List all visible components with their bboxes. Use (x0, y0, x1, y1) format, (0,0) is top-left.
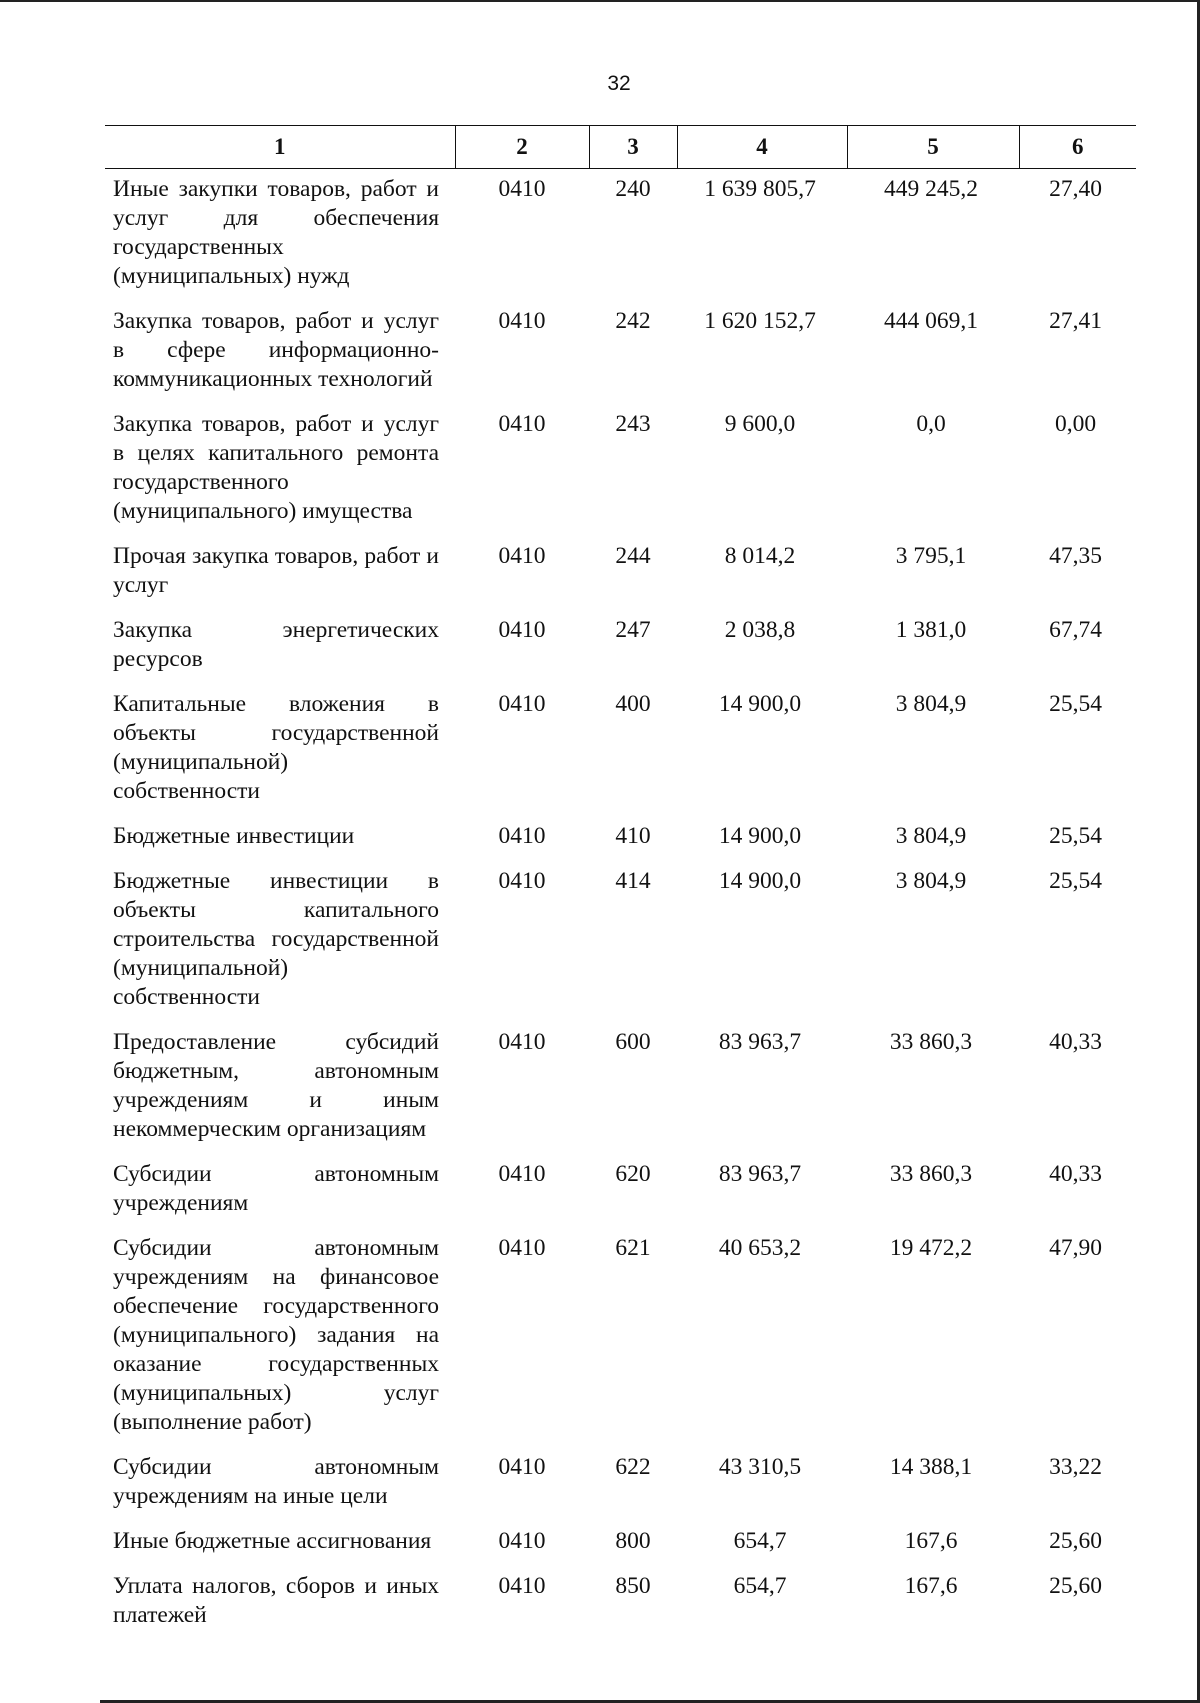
row-percent-cell: 40,33 (1049, 1029, 1102, 1055)
row-code-cell: 247 (615, 617, 651, 643)
table-row (105, 404, 1136, 536)
row-code-cell: 410 (615, 823, 651, 849)
row-actual-cell: 3 804,9 (895, 823, 967, 849)
row-name-cell: Уплата налогов, сборов и иных платежей (113, 1573, 439, 1628)
row-section-cell: 0410 (498, 1528, 546, 1554)
row-plan-cell: 2 038,8 (724, 617, 796, 643)
page-number: 32 (607, 72, 631, 95)
column-header-6: 6 (1019, 126, 1136, 169)
row-plan-cell: 9 600,0 (724, 411, 796, 437)
table-row (105, 861, 1136, 1022)
row-plan-cell: 83 963,7 (718, 1029, 802, 1055)
row-section-cell: 0410 (498, 308, 546, 334)
row-plan-cell: 8 014,2 (724, 543, 796, 569)
row-percent-cell: 25,60 (1049, 1528, 1102, 1554)
row-actual-cell: 167,6 (904, 1573, 958, 1599)
row-code-cell: 240 (615, 176, 651, 202)
row-name-cell: Предоставление субсидий бюджетным, автономным учреждениям и иным некоммерческим организациям (113, 1029, 439, 1142)
row-name-cell: Субсидии автономным учреждениям (113, 1161, 439, 1216)
budget-table (105, 125, 1136, 1640)
row-section-cell: 0410 (498, 1029, 546, 1055)
row-percent-cell: 25,54 (1049, 691, 1102, 717)
scan-edge-top (0, 0, 1200, 2)
table-row (105, 1228, 1136, 1447)
row-section-cell: 0410 (498, 1161, 546, 1187)
row-actual-cell: 449 245,2 (884, 176, 978, 202)
row-section-cell: 0410 (498, 411, 546, 437)
table-body (105, 169, 1136, 1641)
row-section-cell: 0410 (498, 176, 546, 202)
row-name-cell: Капитальные вложения в объекты государственной (муниципальной) собственности (113, 691, 439, 804)
row-name-cell: Закупка товаров, работ и услуг в целях капитального ремонта государственного (муниципального) имущества (113, 411, 439, 524)
row-percent-cell: 47,90 (1049, 1235, 1102, 1261)
row-plan-cell: 654,7 (733, 1528, 787, 1554)
row-actual-cell: 33 860,3 (889, 1029, 973, 1055)
table-row (105, 301, 1136, 404)
table-row (105, 1566, 1136, 1640)
row-code-cell: 242 (615, 308, 651, 334)
row-plan-cell: 654,7 (733, 1573, 787, 1599)
row-name-cell: Бюджетные инвестиции (113, 823, 355, 849)
column-header-5: 5 (847, 126, 1019, 169)
row-section-cell: 0410 (498, 823, 546, 849)
row-percent-cell: 47,35 (1049, 543, 1102, 569)
row-actual-cell: 0,0 (916, 411, 946, 437)
row-code-cell: 622 (615, 1454, 651, 1480)
row-percent-cell: 25,60 (1049, 1573, 1102, 1599)
row-code-cell: 800 (615, 1528, 651, 1554)
column-header-1: 1 (105, 126, 455, 169)
table-row (105, 684, 1136, 816)
row-code-cell: 243 (615, 411, 651, 437)
column-header-4: 4 (677, 126, 847, 169)
table-row (105, 610, 1136, 684)
row-percent-cell: 27,41 (1049, 308, 1102, 334)
row-code-cell: 400 (615, 691, 651, 717)
table-row (105, 1154, 1136, 1228)
row-actual-cell: 19 472,2 (889, 1235, 973, 1261)
row-section-cell: 0410 (498, 543, 546, 569)
row-code-cell: 600 (615, 1029, 651, 1055)
table-row (105, 816, 1136, 861)
row-actual-cell: 3 804,9 (895, 868, 967, 894)
table-row (105, 1521, 1136, 1566)
table-row (105, 169, 1136, 302)
row-name-cell: Закупка энергетических ресурсов (113, 617, 439, 672)
row-plan-cell: 40 653,2 (718, 1235, 802, 1261)
row-actual-cell: 167,6 (904, 1528, 958, 1554)
row-plan-cell: 14 900,0 (718, 868, 802, 894)
row-section-cell: 0410 (498, 1573, 546, 1599)
row-plan-cell: 43 310,5 (718, 1454, 802, 1480)
row-actual-cell: 3 804,9 (895, 691, 967, 717)
row-name-cell: Субсидии автономным учреждениям на иные цели (113, 1454, 439, 1509)
row-section-cell: 0410 (498, 868, 546, 894)
row-section-cell: 0410 (498, 1235, 546, 1261)
table-header-row (105, 126, 1136, 169)
row-actual-cell: 3 795,1 (895, 543, 967, 569)
row-section-cell: 0410 (498, 691, 546, 717)
row-percent-cell: 67,74 (1049, 617, 1102, 643)
row-name-cell: Прочая закупка товаров, работ и услуг (113, 543, 439, 598)
row-plan-cell: 1 639 805,7 (704, 176, 816, 202)
row-code-cell: 621 (615, 1235, 651, 1261)
row-code-cell: 850 (615, 1573, 651, 1599)
row-plan-cell: 1 620 152,7 (704, 308, 816, 334)
row-code-cell: 244 (615, 543, 651, 569)
row-name-cell: Иные закупки товаров, работ и услуг для обеспечения государственных (муниципальных) нужд (113, 176, 439, 289)
table-row (105, 536, 1136, 610)
table-row (105, 1022, 1136, 1154)
column-header-2: 2 (455, 126, 589, 169)
row-percent-cell: 33,22 (1049, 1454, 1102, 1480)
column-header-3: 3 (589, 126, 677, 169)
table-row (105, 1447, 1136, 1521)
row-percent-cell: 27,40 (1049, 176, 1102, 202)
row-actual-cell: 14 388,1 (889, 1454, 973, 1480)
row-section-cell: 0410 (498, 617, 546, 643)
row-section-cell: 0410 (498, 1454, 546, 1480)
row-plan-cell: 83 963,7 (718, 1161, 802, 1187)
row-name-cell: Бюджетные инвестиции в объекты капитального строительства государственной (муниципальной) собственности (113, 868, 439, 1010)
row-percent-cell: 0,00 (1054, 411, 1097, 437)
row-actual-cell: 33 860,3 (889, 1161, 973, 1187)
row-code-cell: 414 (615, 868, 651, 894)
row-percent-cell: 25,54 (1049, 823, 1102, 849)
row-name-cell: Закупка товаров, работ и услуг в сфере информационно-коммуникационных технологий (113, 308, 439, 392)
row-actual-cell: 1 381,0 (895, 617, 967, 643)
row-actual-cell: 444 069,1 (884, 308, 978, 334)
row-name-cell: Иные бюджетные ассигнования (113, 1528, 432, 1554)
row-plan-cell: 14 900,0 (718, 823, 802, 849)
row-name-cell: Субсидии автономным учреждениям на финансовое обеспечение государственного (муниципального) задания на оказание государственных (муниципальных) услуг (выполнение работ) (113, 1235, 439, 1435)
row-plan-cell: 14 900,0 (718, 691, 802, 717)
row-code-cell: 620 (615, 1161, 651, 1187)
row-percent-cell: 25,54 (1049, 868, 1102, 894)
row-percent-cell: 40,33 (1049, 1161, 1102, 1187)
